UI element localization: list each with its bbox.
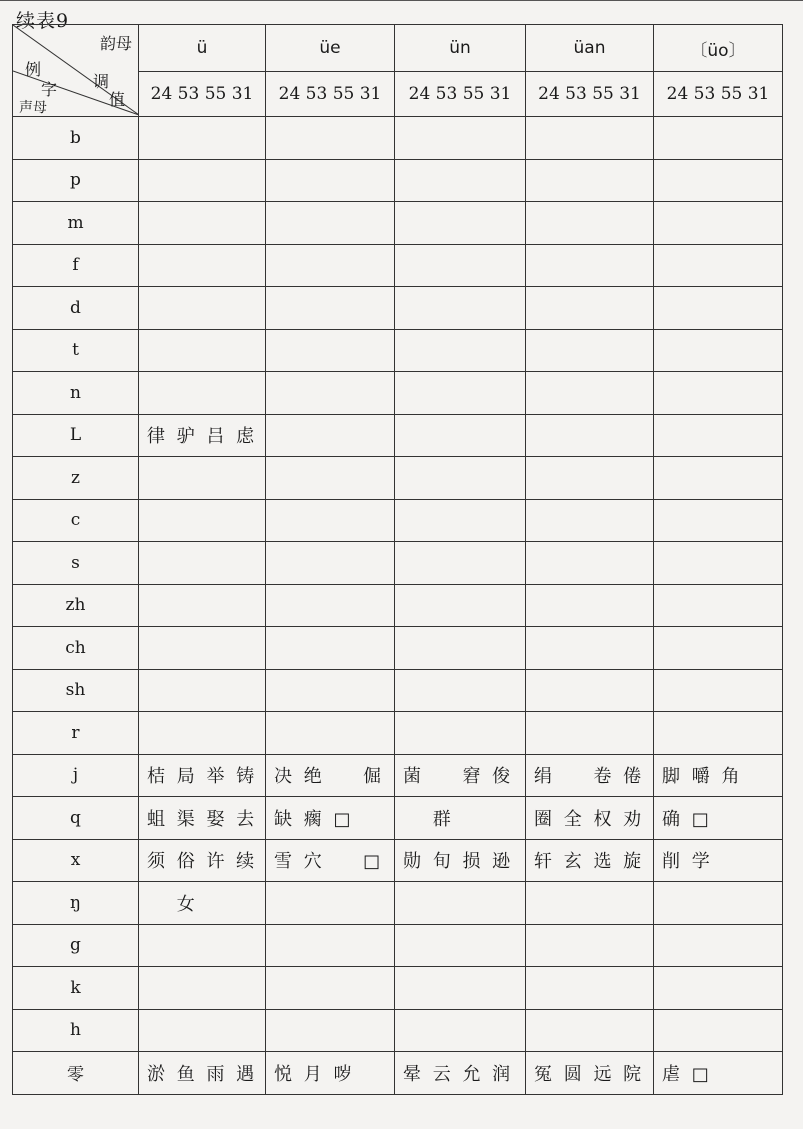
tone-values: 24 53 55 31 (139, 72, 266, 117)
tone-values: 24 53 55 31 (266, 72, 395, 117)
example-chars-cell (395, 457, 526, 500)
table-row (13, 882, 783, 925)
table-row (13, 1052, 783, 1095)
example-chars-cell: 桔 局 举 铸 (139, 754, 266, 797)
example-chars-cell (266, 542, 395, 585)
example-chars-cell (526, 414, 654, 457)
example-chars-cell (526, 244, 654, 287)
example-chars-cell (266, 244, 395, 287)
initial-label: m (13, 202, 139, 245)
example-chars-cell (526, 627, 654, 670)
initial-label: q (13, 797, 139, 840)
example-chars-cell (526, 329, 654, 372)
example-chars-cell (266, 159, 395, 202)
example-chars-cell: 律 驴 吕 虑 (139, 414, 266, 457)
example-chars-cell: 悦 月 哕 (266, 1052, 395, 1095)
example-chars-cell (139, 372, 266, 415)
example-chars-cell (654, 967, 783, 1010)
tone-values: 24 53 55 31 (526, 72, 654, 117)
example-chars-cell (266, 1009, 395, 1052)
example-chars-cell (266, 669, 395, 712)
example-chars-cell: 晕 云 允 润 (395, 1052, 526, 1095)
example-chars-cell (526, 159, 654, 202)
example-chars-cell: 脚 嚼 角 (654, 754, 783, 797)
example-chars-cell: 虐 □ (654, 1052, 783, 1095)
example-chars-cell: 确 □ (654, 797, 783, 840)
example-chars-cell (654, 499, 783, 542)
table-row (13, 499, 783, 542)
example-chars-cell (395, 244, 526, 287)
example-chars-cell (654, 584, 783, 627)
initial-label: r (13, 712, 139, 755)
example-chars-cell: 削 学 (654, 839, 783, 882)
table-row (13, 924, 783, 967)
example-chars-cell: 冤 圆 远 院 (526, 1052, 654, 1095)
example-chars-cell (139, 542, 266, 585)
example-chars-cell: 缺 瘸 □ (266, 797, 395, 840)
example-chars-cell (654, 287, 783, 330)
example-chars-cell (395, 329, 526, 372)
final-header-uan: üan (526, 25, 654, 72)
example-chars-cell (395, 1009, 526, 1052)
example-chars-cell (266, 202, 395, 245)
final-header-u: ü (139, 25, 266, 72)
initial-label: ch (13, 627, 139, 670)
example-chars-cell (526, 457, 654, 500)
example-chars-cell (266, 967, 395, 1010)
example-chars-cell (654, 159, 783, 202)
table-row (13, 967, 783, 1010)
example-chars-cell (139, 584, 266, 627)
table-row (13, 414, 783, 457)
initial-label: b (13, 117, 139, 160)
example-chars-cell: 蛆 渠 娶 去 (139, 797, 266, 840)
example-chars-cell (654, 329, 783, 372)
example-chars-cell (526, 882, 654, 925)
example-chars-cell (266, 372, 395, 415)
table-row (13, 712, 783, 755)
table-body (13, 117, 783, 1095)
initial-label: 零 (13, 1052, 139, 1095)
corner-label-value: 值 (109, 90, 126, 109)
example-chars-cell (395, 882, 526, 925)
initial-label: d (13, 287, 139, 330)
example-chars-cell (395, 669, 526, 712)
table-caption: 续表9 (16, 10, 70, 32)
example-chars-cell (654, 414, 783, 457)
corner-header (13, 25, 139, 117)
example-chars-cell (395, 627, 526, 670)
table-row (13, 627, 783, 670)
initial-label: s (13, 542, 139, 585)
example-chars-cell (139, 499, 266, 542)
example-chars-cell (395, 924, 526, 967)
example-chars-cell (654, 117, 783, 160)
initial-label: sh (13, 669, 139, 712)
example-chars-cell (395, 542, 526, 585)
table-row (13, 287, 783, 330)
example-chars-cell (654, 372, 783, 415)
example-chars-cell (266, 287, 395, 330)
example-chars-cell (266, 499, 395, 542)
initial-label: L (13, 414, 139, 457)
table-row (13, 839, 783, 882)
example-chars-cell (395, 372, 526, 415)
example-chars-cell (139, 967, 266, 1010)
corner-label-tone: 调 (93, 72, 110, 91)
example-chars-cell (266, 712, 395, 755)
example-chars-cell (395, 967, 526, 1010)
example-chars-cell (654, 924, 783, 967)
example-chars-cell (139, 117, 266, 160)
corner-label-char: 字 (41, 80, 58, 99)
example-chars-cell (654, 244, 783, 287)
example-chars-cell (654, 1009, 783, 1052)
initial-label: ŋ (13, 882, 139, 925)
example-chars-cell (395, 202, 526, 245)
initial-label: c (13, 499, 139, 542)
example-chars-cell (526, 712, 654, 755)
example-chars-cell (526, 372, 654, 415)
example-chars-cell: 淤 鱼 雨 遇 (139, 1052, 266, 1095)
example-chars-cell (654, 712, 783, 755)
table-row (13, 542, 783, 585)
example-chars-cell (266, 329, 395, 372)
example-chars-cell (139, 627, 266, 670)
example-chars-cell (526, 117, 654, 160)
example-chars-cell (654, 669, 783, 712)
example-chars-cell (654, 202, 783, 245)
example-chars-cell (526, 499, 654, 542)
table-row (13, 584, 783, 627)
example-chars-cell (526, 287, 654, 330)
example-chars-cell (266, 117, 395, 160)
initial-label: t (13, 329, 139, 372)
initial-label: zh (13, 584, 139, 627)
example-chars-cell (395, 287, 526, 330)
example-chars-cell (654, 627, 783, 670)
example-chars-cell (526, 202, 654, 245)
example-chars-cell (139, 712, 266, 755)
example-chars-cell (526, 924, 654, 967)
corner-label-final: 韵母 (99, 34, 132, 53)
example-chars-cell (266, 414, 395, 457)
example-chars-cell (395, 712, 526, 755)
initial-label: x (13, 839, 139, 882)
example-chars-cell: 轩 玄 选 旋 (526, 839, 654, 882)
example-chars-cell (266, 457, 395, 500)
tone-values: 24 53 55 31 (654, 72, 783, 117)
initial-label: z (13, 457, 139, 500)
table-row (13, 797, 783, 840)
table-row (13, 1009, 783, 1052)
corner-label-example: 例 (25, 60, 42, 79)
initial-label: j (13, 754, 139, 797)
example-chars-cell: 菌 窘 俊 (395, 754, 526, 797)
example-chars-cell: 勋 旬 损 逊 (395, 839, 526, 882)
example-chars-cell (395, 414, 526, 457)
example-chars-cell (526, 967, 654, 1010)
example-chars-cell (654, 882, 783, 925)
example-chars-cell (139, 329, 266, 372)
table-row (13, 329, 783, 372)
example-chars-cell: 雪 穴 □ (266, 839, 395, 882)
example-chars-cell (139, 287, 266, 330)
table-row (13, 669, 783, 712)
example-chars-cell (654, 457, 783, 500)
page-top-border (0, 0, 803, 1)
final-header-uo: 〔üo〕 (654, 25, 783, 72)
table-row (13, 372, 783, 415)
initial-label: k (13, 967, 139, 1010)
example-chars-cell (654, 542, 783, 585)
example-chars-cell: 绢 卷 倦 (526, 754, 654, 797)
example-chars-cell (526, 542, 654, 585)
example-chars-cell (526, 1009, 654, 1052)
final-header-ue: üe (266, 25, 395, 72)
example-chars-cell (139, 924, 266, 967)
example-chars-cell: 女 (139, 882, 266, 925)
example-chars-cell: 圈 全 权 劝 (526, 797, 654, 840)
example-chars-cell (139, 159, 266, 202)
example-chars-cell (266, 584, 395, 627)
example-chars-cell (526, 584, 654, 627)
example-chars-cell: 决 绝 倔 (266, 754, 395, 797)
example-chars-cell (139, 669, 266, 712)
example-chars-cell (139, 244, 266, 287)
table-row (13, 754, 783, 797)
example-chars-cell (139, 457, 266, 500)
initial-label: h (13, 1009, 139, 1052)
example-chars-cell (266, 882, 395, 925)
example-chars-cell: 须 俗 许 续 (139, 839, 266, 882)
initial-label: f (13, 244, 139, 287)
example-chars-cell (266, 924, 395, 967)
example-chars-cell (266, 627, 395, 670)
example-chars-cell (395, 499, 526, 542)
final-header-un: ün (395, 25, 526, 72)
initial-label: p (13, 159, 139, 202)
corner-label-initial: 声母 (19, 100, 47, 116)
example-chars-cell (139, 1009, 266, 1052)
example-chars-cell (139, 202, 266, 245)
example-chars-cell (395, 159, 526, 202)
table-row (13, 457, 783, 500)
syllable-table (12, 24, 783, 1095)
example-chars-cell (395, 584, 526, 627)
table-row (13, 244, 783, 287)
table-row (13, 117, 783, 160)
table-row (13, 202, 783, 245)
initial-label: g (13, 924, 139, 967)
table-row (13, 159, 783, 202)
example-chars-cell: 群 (395, 797, 526, 840)
example-chars-cell (395, 117, 526, 160)
example-chars-cell (526, 669, 654, 712)
tone-values: 24 53 55 31 (395, 72, 526, 117)
initial-label: n (13, 372, 139, 415)
